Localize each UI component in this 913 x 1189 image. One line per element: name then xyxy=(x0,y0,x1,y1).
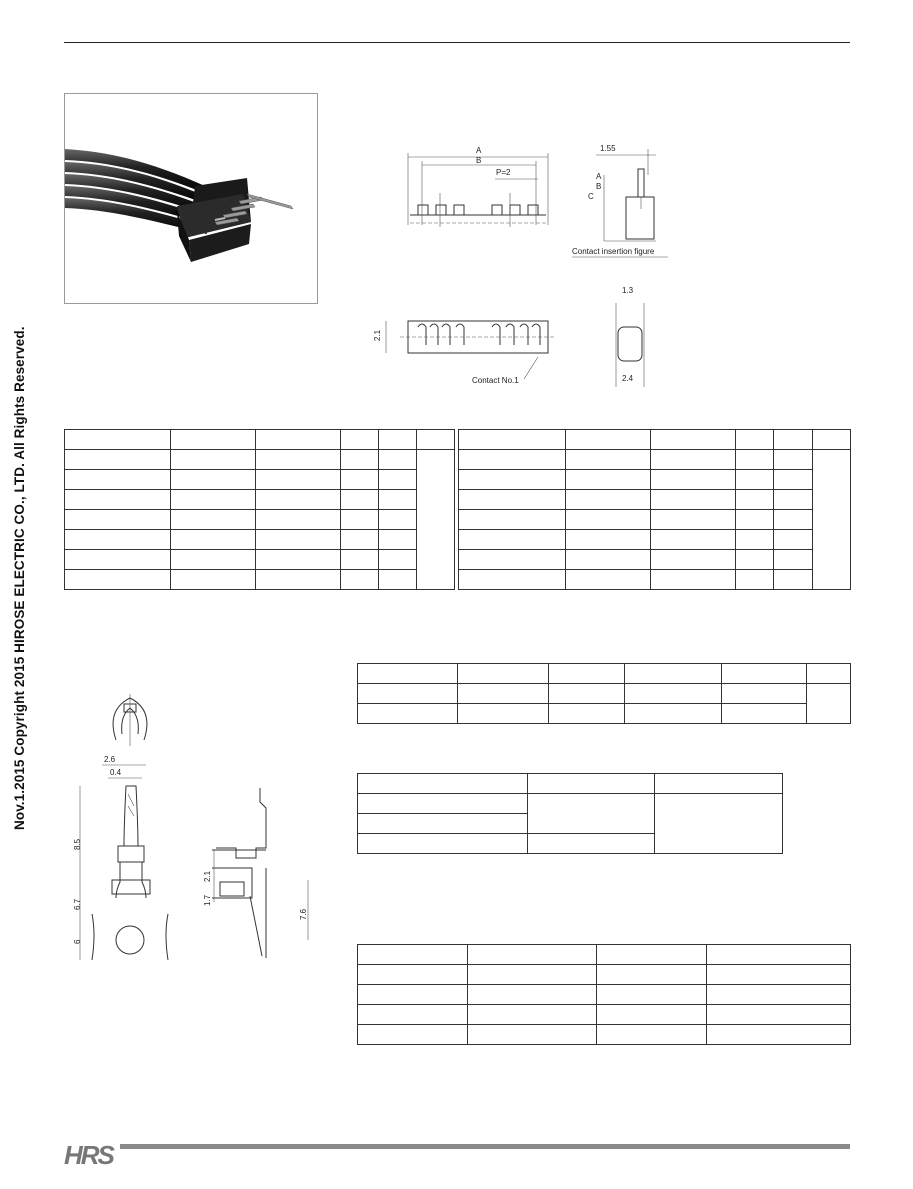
table-header-row xyxy=(358,945,851,965)
dim-21b-label: 2.1 xyxy=(203,870,212,882)
dim-17-label: 1.7 xyxy=(203,894,212,906)
dim-b-label: B xyxy=(476,156,482,165)
table-header-row xyxy=(459,430,851,450)
dim-85-label: 8.5 xyxy=(73,838,82,850)
table-row xyxy=(358,794,783,814)
spec-table-left xyxy=(64,429,455,590)
dim-76-label: 7.6 xyxy=(299,908,308,920)
dim-26-label: 2.6 xyxy=(104,755,116,764)
dim-21-label: 2.1 xyxy=(373,329,382,341)
dim-67-label: 6.7 xyxy=(73,898,82,910)
table-row xyxy=(459,470,851,490)
dim-6-label: 6 xyxy=(73,939,82,944)
footer-rule xyxy=(120,1144,850,1149)
spec-table-2 xyxy=(357,663,851,724)
spec-table-right xyxy=(458,429,851,590)
dim-left-b: B xyxy=(596,182,602,191)
table-row xyxy=(65,450,455,470)
end-view xyxy=(616,286,644,387)
dim-a-label: A xyxy=(476,146,482,155)
dim-top-label: 1.55 xyxy=(600,144,616,153)
dim-left-a: A xyxy=(596,172,602,181)
spec-table-4 xyxy=(357,944,851,1045)
bottom-view xyxy=(373,321,556,385)
table-row xyxy=(65,510,455,530)
dim-04-label: 0.4 xyxy=(110,768,122,777)
hrs-logo: HRS xyxy=(64,1140,113,1170)
table-header-row xyxy=(65,430,455,450)
dim-left-c: C xyxy=(588,192,594,201)
table-row xyxy=(65,490,455,510)
table-row xyxy=(459,490,851,510)
table-row xyxy=(65,470,455,490)
table-row xyxy=(358,684,851,704)
table-row xyxy=(459,510,851,530)
contact-side-view xyxy=(203,788,308,958)
table-row xyxy=(358,985,851,1005)
dim-24-label: 2.4 xyxy=(622,374,634,383)
contact-no-label: Contact No.1 xyxy=(472,376,519,385)
contact-dimension-drawing xyxy=(64,690,324,980)
table-row xyxy=(65,530,455,550)
connector-photo-image xyxy=(65,94,318,304)
spec-table-3 xyxy=(357,773,783,854)
table-row xyxy=(459,550,851,570)
table-row xyxy=(358,1005,851,1025)
dim-13-label: 1.3 xyxy=(622,286,634,295)
connector-dimension-drawing xyxy=(360,135,690,395)
top-rule xyxy=(64,42,850,43)
insertion-figure-label: Contact insertion figure xyxy=(572,247,655,256)
table-row xyxy=(459,530,851,550)
table-row xyxy=(358,965,851,985)
front-view xyxy=(408,146,548,227)
contact-cross-section xyxy=(113,694,147,746)
product-photo xyxy=(64,93,318,304)
table-row xyxy=(459,450,851,470)
table-header-row xyxy=(358,664,851,684)
pitch-label: P=2 xyxy=(496,168,511,177)
table-header-row xyxy=(358,774,783,794)
copyright-text: Nov.1.2015 Copyright 2015 HIROSE ELECTRIC CO., LTD. All Rights Reserved. xyxy=(12,326,27,830)
table-row xyxy=(358,1025,851,1045)
table-row xyxy=(459,570,851,590)
table-row xyxy=(65,570,455,590)
side-view xyxy=(572,144,668,257)
table-row xyxy=(65,550,455,570)
contact-front-view xyxy=(73,755,168,960)
table-row xyxy=(358,704,851,724)
